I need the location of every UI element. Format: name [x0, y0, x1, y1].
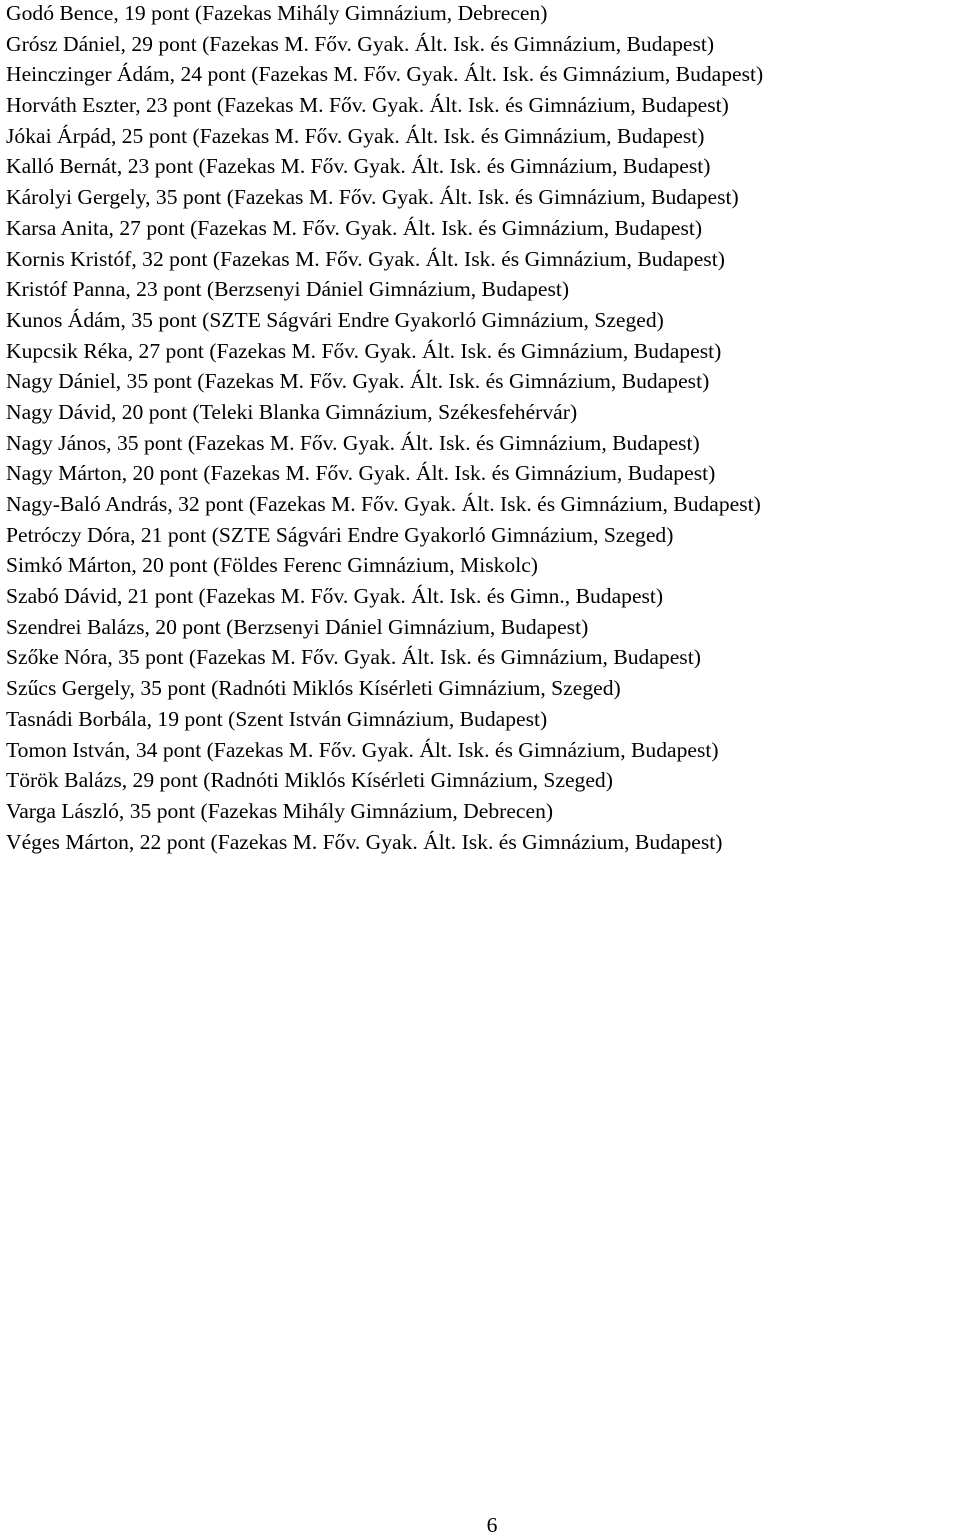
list-item: Grósz Dániel, 29 pont (Fazekas M. Főv. Gyak. Ált. Isk. és Gimnázium, Budapest): [6, 31, 715, 56]
list-item: Tomon István, 34 pont (Fazekas M. Főv. Gyak. Ált. Isk. és Gimnázium, Budapest): [6, 737, 719, 762]
list-item: Kunos Ádám, 35 pont (SZTE Ságvári Endre Gyakorló Gimnázium, Szeged): [6, 307, 664, 332]
list-item: Szűcs Gergely, 35 pont (Radnóti Miklós Kísérleti Gimnázium, Szeged): [6, 676, 621, 701]
list-item: Kupcsik Réka, 27 pont (Fazekas M. Főv. Gyak. Ált. Isk. és Gimnázium, Budapest): [6, 338, 722, 363]
list-item: Tasnádi Borbála, 19 pont (Szent István Gimnázium, Budapest): [6, 706, 548, 731]
list-item: Kornis Kristóf, 32 pont (Fazekas M. Főv. Gyak. Ált. Isk. és Gimnázium, Budapest): [6, 246, 725, 271]
list-item: Szendrei Balázs, 20 pont (Berzsenyi Dániel Gimnázium, Budapest): [6, 614, 589, 639]
list-item: Nagy János, 35 pont (Fazekas M. Főv. Gyak. Ált. Isk. és Gimnázium, Budapest): [6, 430, 700, 455]
list-item: Nagy Márton, 20 pont (Fazekas M. Főv. Gyak. Ált. Isk. és Gimnázium, Budapest): [6, 461, 716, 486]
list-item: Kristóf Panna, 23 pont (Berzsenyi Dániel Gimnázium, Budapest): [6, 277, 570, 302]
list-item: Szabó Dávid, 21 pont (Fazekas M. Főv. Gyak. Ált. Isk. és Gimn., Budapest): [6, 584, 664, 609]
list-item: Török Balázs, 29 pont (Radnóti Miklós Kísérleti Gimnázium, Szeged): [6, 768, 613, 793]
list-item: Jókai Árpád, 25 pont (Fazekas M. Főv. Gyak. Ált. Isk. és Gimnázium, Budapest): [6, 123, 705, 148]
page-number: 6: [486, 1513, 498, 1537]
list-item: Kalló Bernát, 23 pont (Fazekas M. Főv. Gyak. Ált. Isk. és Gimnázium, Budapest): [6, 154, 711, 179]
list-item: Véges Márton, 22 pont (Fazekas M. Főv. Gyak. Ált. Isk. és Gimnázium, Budapest): [6, 829, 723, 854]
list-item: Horváth Eszter, 23 pont (Fazekas M. Főv. Gyak. Ált. Isk. és Gimnázium, Budapest): [6, 93, 729, 118]
list-item: Karsa Anita, 27 pont (Fazekas M. Főv. Gyak. Ált. Isk. és Gimnázium, Budapest): [6, 215, 703, 240]
list-item: Szőke Nóra, 35 pont (Fazekas M. Főv. Gyak. Ált. Isk. és Gimnázium, Budapest): [6, 645, 701, 670]
list-item: Varga László, 35 pont (Fazekas Mihály Gimnázium, Debrecen): [6, 798, 554, 823]
list-item: Godó Bence, 19 pont (Fazekas Mihály Gimnázium, Debrecen): [6, 1, 548, 25]
list-item: Heinczinger Ádám, 24 pont (Fazekas M. Főv. Gyak. Ált. Isk. és Gimnázium, Budapest): [6, 62, 764, 87]
list-item: Simkó Márton, 20 pont (Földes Ferenc Gimnázium, Miskolc): [6, 553, 538, 578]
list-item: Petróczy Dóra, 21 pont (SZTE Ságvári Endre Gyakorló Gimnázium, Szeged): [6, 522, 674, 547]
results-list: [6, 0, 956, 857]
list-item: Nagy-Baló András, 32 pont (Fazekas M. Főv. Gyak. Ált. Isk. és Gimnázium, Budapest): [6, 492, 761, 516]
list-item: Nagy Dániel, 35 pont (Fazekas M. Főv. Gyak. Ált. Isk. és Gimnázium, Budapest): [6, 369, 710, 394]
list-item: Károlyi Gergely, 35 pont (Fazekas M. Főv. Gyak. Ált. Isk. és Gimnázium, Budapest): [6, 185, 739, 210]
list-item: Nagy Dávid, 20 pont (Teleki Blanka Gimnázium, Székesfehérvár): [6, 399, 578, 424]
